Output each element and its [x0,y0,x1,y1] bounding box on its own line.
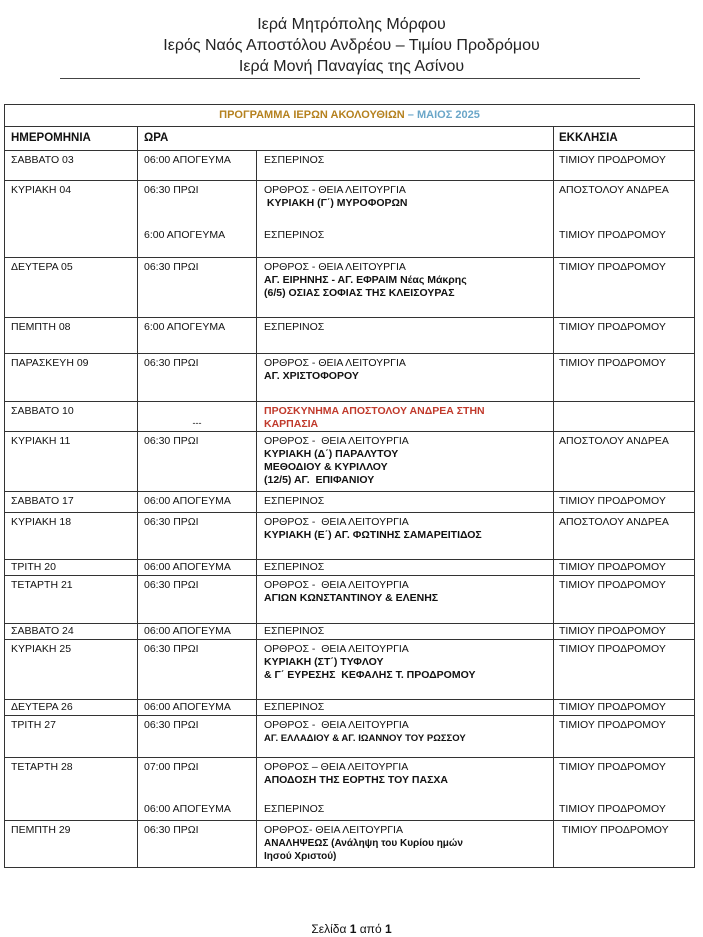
feast-name: ΚΥΡΙΑΚΗ (Δ΄) ΠΑΡΑΛΥΤΟΥ [264,448,399,460]
time-cell: 06:00 ΑΠΟΓΕΥΜΑ [138,492,257,512]
church-cell: ΤΙΜΙΟΥ ΠΡΟΔΡΟΜΟΥ [559,701,666,713]
table-row [5,513,694,560]
footer-prefix: Σελίδα [311,922,350,936]
service-cell: ΕΣΠΕΡΙΝΟΣ [257,700,554,715]
service-cell: ΕΣΠΕΡΙΝΟΣ [257,492,554,512]
date-cell: ΤΕΤΑΡΤΗ 21 [5,576,138,623]
feast-name: ΚΥΡΙΑΚΗ (ΣΤ΄) ΤΥΦΛΟΥ [264,656,384,668]
service-cell: ΟΡΘΡΟΣ - ΘΕΙΑ ΛΕΙΤΟΥΡΓΙΑ [264,579,409,591]
church-cell: ΤΙΜΙΟΥ ΠΡΟΔΡΟΜΟΥ [559,625,666,637]
date-cell: ΤΡΙΤΗ 20 [5,560,138,575]
header-line-1: Ιερά Μητρόπολης Μόρφου [257,16,446,33]
date-cell: ΣΑΒΒΑΤΟ 03 [5,151,138,180]
feast-name: & Γ΄ ΕΥΡΕΣΗΣ ΚΕΦΑΛΗΣ Τ. ΠΡΟΔΡΟΜΟΥ [264,669,476,681]
church-cell: ΤΙΜΙΟΥ ΠΡΟΔΡΟΜΟΥ [559,579,666,591]
feast-name: ΑΓ. ΧΡΙΣΤΟΦΟΡΟΥ [264,370,359,382]
time-cell: 06:30 ΠΡΩΙ [138,513,257,559]
service-cell: ΟΡΘΡΟΣ - ΘΕΙΑ ΛΕΙΤΟΥΡΓΙΑ [264,357,406,369]
church-cell: ΤΙΜΙΟΥ ΠΡΟΔΡΟΜΟΥ [559,495,666,507]
date-cell: ΔΕΥΤΕΡΑ 05 [5,258,138,317]
pilgrimage-label: ΚΑΡΠΑΣΙΑ [264,418,319,430]
church-cell: ΤΙΜΙΟΥ ΠΡΟΔΡΟΜΟΥ [559,824,669,836]
date-cell: ΠΕΜΠΤΗ 29 [5,821,138,867]
schedule-title [5,105,694,127]
schedule-title-month: ΜΑΙΟΣ 2025 [416,109,480,121]
schedule-table [4,104,695,868]
date-cell: ΚΥΡΙΑΚΗ 11 [5,432,138,491]
table-row [5,640,694,700]
header-line-2: Ιερός Ναός Αποστόλου Ανδρέου – Τιμίου Προδρόμου [163,37,540,54]
table-row [5,700,694,716]
church-cell: ΑΠΟΣΤΟΛΟΥ ΑΝΔΡΕΑ [559,516,669,528]
time-cell: --- [192,418,202,428]
header-line-3: Ιερά Μονή Παναγίας της Ασίνου [238,58,465,75]
feast-name: ΑΝΑΛΗΨΕΩΣ (Ανάληψη του Κυρίου ημών [264,838,463,849]
time-cell: 06:30 ΠΡΩΙ [138,432,257,491]
column-header-church: ΕΚΚΛΗΣΙΑ [559,132,618,144]
date-cell: ΠΑΡΑΣΚΕΥΗ 09 [5,354,138,401]
table-row [5,716,694,758]
service-cell: ΕΣΠΕΡΙΝΟΣ [257,318,554,353]
table-row [5,258,694,318]
column-header-time: ΩΡΑ [138,127,554,150]
church-cell: ΤΙΜΙΟΥ ΠΡΟΔΡΟΜΟΥ [559,154,666,166]
date-cell: ΠΕΜΠΤΗ 08 [5,318,138,353]
service-cell: ΟΡΘΡΟΣ- ΘΕΙΑ ΛΕΙΤΟΥΡΓΙΑ [264,824,403,836]
time-cell: 06:00 ΑΠΟΓΕΥΜΑ [138,624,257,639]
feast-name: ΑΠΟΔΟΣΗ ΤΗΣ ΕΟΡΤΗΣ ΤΟΥ ΠΑΣΧΑ [264,774,448,786]
date-cell: ΣΑΒΒΑΤΟ 24 [5,624,138,639]
time-cell: 06:00 ΑΠΟΓΕΥΜΑ [138,151,257,180]
feast-name: ΜΕΘΟΔΙΟΥ & ΚΥΡΙΛΛΟΥ [264,461,388,473]
footer-middle: από [356,922,385,936]
date-cell: ΚΥΡΙΑΚΗ 25 [5,640,138,699]
schedule-title-main: ΠΡΟΓΡΑΜΜΑ ΙΕΡΩΝ ΑΚΟΛΟΥΘΙΩΝ [219,109,405,121]
table-row [5,576,694,624]
table-row [5,821,694,867]
feast-name: (12/5) ΑΓ. ΕΠΙΦΑΝΙΟΥ [264,474,375,486]
document-header [0,14,703,77]
table-row [5,151,694,181]
church-cell: ΑΠΟΣΤΟΛΟΥ ΑΝΔΡΕΑ [559,435,669,447]
page-footer [0,922,703,936]
time-cell: 06:30 ΠΡΩΙ [138,640,257,699]
church-cell: ΤΙΜΙΟΥ ΠΡΟΔΡΟΜΟΥ [559,321,666,333]
column-header-date: ΗΜΕΡΟΜΗΝΙΑ [5,127,138,150]
table-row [5,624,694,640]
table-row [5,492,694,513]
pilgrimage-label: ΠΡΟΣΚΥΝΗΜΑ ΑΠΟΣΤΟΛΟΥ ΑΝΔΡΕΑ ΣΤΗΝ [264,405,485,417]
service-cell: ΟΡΘΡΟΣ - ΘΕΙΑ ΛΕΙΤΟΥΡΓΙΑ [264,516,409,528]
church-cell: ΤΙΜΙΟΥ ΠΡΟΔΡΟΜΟΥ [559,561,666,573]
time-cell: 06:00 ΑΠΟΓΕΥΜΑ [138,560,257,575]
header-divider [60,78,640,79]
date-cell: ΚΥΡΙΑΚΗ 04 [5,181,138,257]
feast-name: ΑΓ. ΕΛΛΑΔΙΟΥ & ΑΓ. ΙΩΑΝΝΟΥ ΤΟΥ ΡΩΣΣΟΥ [264,733,466,744]
time-cell: 06:30 ΠΡΩΙ [144,184,199,196]
time-cell-evening: 6:00 ΑΠΟΓΕΥΜΑ [144,229,226,241]
time-cell: 6:00 ΑΠΟΓΕΥΜΑ [138,318,257,353]
footer-page-total: 1 [384,922,392,936]
date-cell: ΣΑΒΒΑΤΟ 17 [5,492,138,512]
time-cell: 06:30 ΠΡΩΙ [138,716,257,757]
church-cell: ΤΙΜΙΟΥ ΠΡΟΔΡΟΜΟΥ [559,761,666,773]
service-cell: ΕΣΠΕΡΙΝΟΣ [257,560,554,575]
church-cell: ΑΠΟΣΤΟΛΟΥ ΑΝΔΡΕΑ [559,184,669,196]
church-cell: ΤΙΜΙΟΥ ΠΡΟΔΡΟΜΟΥ [559,261,666,273]
service-cell: ΟΡΘΡΟΣ - ΘΕΙΑ ΛΕΙΤΟΥΡΓΙΑ [264,184,406,196]
feast-name: ΚΥΡΙΑΚΗ (Γ΄) ΜΥΡΟΦΟΡΩΝ [264,197,408,209]
service-cell: ΟΡΘΡΟΣ - ΘΕΙΑ ΛΕΙΤΟΥΡΓΙΑ [264,719,409,731]
church-cell: ΤΙΜΙΟΥ ΠΡΟΔΡΟΜΟΥ [559,643,666,655]
feast-name: ΑΓΙΩΝ ΚΩΝΣΤΑΝΤΙΝΟΥ & ΕΛΕΝΗΣ [264,592,439,604]
service-cell: ΟΡΘΡΟΣ – ΘΕΙΑ ΛΕΙΤΟΥΡΓΙΑ [264,761,409,773]
date-cell: ΤΡΙΤΗ 27 [5,716,138,757]
column-header-row [5,127,694,151]
time-cell: 06:30 ΠΡΩΙ [138,821,257,867]
service-cell: ΕΣΠΕΡΙΝΟΣ [257,624,554,639]
schedule-title-dash: – [404,109,417,121]
service-cell-evening: ΕΣΠΕΡΙΝΟΣ [264,229,325,241]
date-cell: ΤΕΤΑΡΤΗ 28 [5,758,138,820]
church-cell: ΤΙΜΙΟΥ ΠΡΟΔΡΟΜΟΥ [559,719,666,731]
date-cell: ΔΕΥΤΕΡΑ 26 [5,700,138,715]
church-cell-evening: ΤΙΜΙΟΥ ΠΡΟΔΡΟΜΟΥ [559,229,666,241]
table-row [5,318,694,354]
feast-name: ΚΥΡΙΑΚΗ (Ε΄) ΑΓ. ΦΩΤΙΝΗΣ ΣΑΜΑΡΕΙΤΙΔΟΣ [264,529,482,541]
time-cell: 06:30 ΠΡΩΙ [138,258,257,317]
time-cell: 07:00 ΠΡΩΙ [144,761,199,773]
table-row [5,560,694,576]
table-row [5,758,694,821]
feast-name: (6/5) ΟΣΙΑΣ ΣΟΦΙΑΣ ΤΗΣ ΚΛΕΙΣΟΥΡΑΣ [264,287,455,299]
time-cell: 06:00 ΑΠΟΓΕΥΜΑ [138,700,257,715]
church-cell-evening: ΤΙΜΙΟΥ ΠΡΟΔΡΟΜΟΥ [559,803,666,815]
service-cell: ΕΣΠΕΡΙΝΟΣ [257,151,554,180]
time-cell: 06:30 ΠΡΩΙ [138,354,257,401]
service-cell: ΟΡΘΡΟΣ - ΘΕΙΑ ΛΕΙΤΟΥΡΓΙΑ [264,261,406,273]
table-row [5,402,694,432]
time-cell-evening: 06:00 ΑΠΟΓΕΥΜΑ [144,803,231,815]
feast-name: Ιησού Χριστού) [264,851,337,862]
time-cell: 06:30 ΠΡΩΙ [138,576,257,623]
date-cell: ΚΥΡΙΑΚΗ 18 [5,513,138,559]
service-cell: ΟΡΘΡΟΣ - ΘΕΙΑ ΛΕΙΤΟΥΡΓΙΑ [264,435,409,447]
service-cell: ΟΡΘΡΟΣ - ΘΕΙΑ ΛΕΙΤΟΥΡΓΙΑ [264,643,409,655]
table-row [5,354,694,402]
footer-page-number: 1 [349,922,357,936]
table-row [5,181,694,258]
service-cell-evening: ΕΣΠΕΡΙΝΟΣ [264,803,325,815]
feast-name: ΑΓ. ΕΙΡΗΝΗΣ - ΑΓ. ΕΦΡΑΙΜ Νέας Μάκρης [264,274,467,286]
table-row [5,432,694,492]
date-cell: ΣΑΒΒΑΤΟ 10 [5,402,138,431]
church-cell: ΤΙΜΙΟΥ ΠΡΟΔΡΟΜΟΥ [559,357,666,369]
